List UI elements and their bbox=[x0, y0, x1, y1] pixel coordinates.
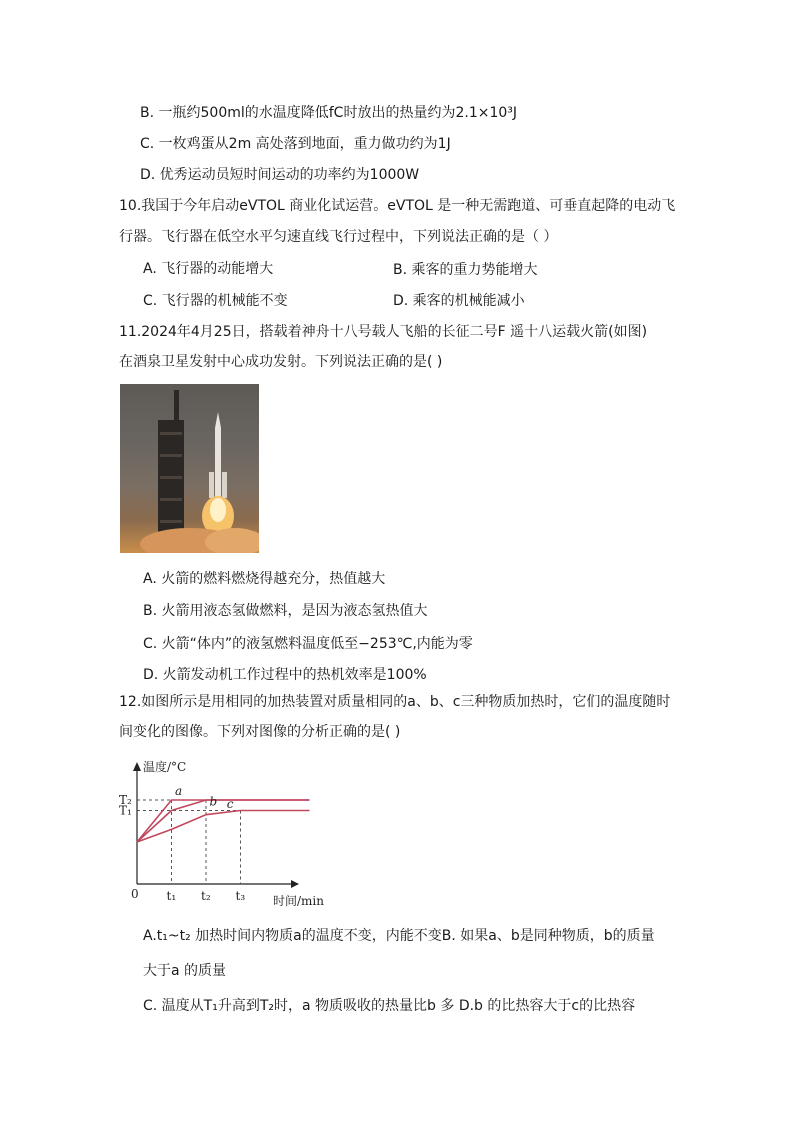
q11-stem-line2: 在酒泉卫星发射中心成功发射。下列说法正确的是( ) bbox=[119, 354, 443, 370]
q9-option-d: D. 优秀运动员短时间运动的功率约为1000W bbox=[140, 167, 420, 183]
q12-option-c-d: C. 温度从T₁升高到T₂时，a 物质吸收的热量比b 多 D.b 的比热容大于c的比热容 bbox=[143, 998, 636, 1014]
y-tick-label: T₁ bbox=[119, 803, 132, 818]
series-label-c: c bbox=[226, 796, 234, 811]
series-label-a: a bbox=[174, 783, 183, 798]
q12-option-a-line2: 大于a 的质量 bbox=[143, 963, 227, 979]
rocket-launch-photo bbox=[120, 384, 259, 553]
q11-option-d: D. 火箭发动机工作过程中的热机效率是100% bbox=[143, 667, 427, 683]
series-label-b: b bbox=[209, 794, 218, 809]
origin-label: 0 bbox=[131, 887, 139, 901]
q10-option-a: A. 飞行器的动能增大 bbox=[143, 261, 274, 277]
q10-option-d: D. 乘客的机械能减小 bbox=[393, 293, 525, 309]
series-line-b bbox=[137, 800, 310, 842]
temperature-time-chart bbox=[115, 755, 345, 910]
q9-option-b: B. 一瓶约500ml的水温度降低fC时放出的热量约为2.1×10³J bbox=[140, 105, 518, 121]
q12-option-a-line1: A.t₁~t₂ 加热时间内物质a的温度不变，内能不变B. 如果a、b是同种物质，b的质量 bbox=[143, 928, 655, 944]
q10-stem-line1: 10.我国于今年启动eVTOL 商业化试运营。eVTOL 是一种无需跑道、可垂直起降的电动飞 bbox=[119, 198, 676, 214]
x-axis-label: 时间/min bbox=[273, 894, 324, 908]
y-axis-arrow bbox=[133, 762, 141, 771]
series-line-c bbox=[137, 811, 310, 843]
q11-option-a: A. 火箭的燃料燃烧得越充分，热值越大 bbox=[143, 571, 386, 587]
y-axis-label: 温度/°C bbox=[143, 760, 187, 774]
x-tick-label: t₂ bbox=[201, 889, 211, 903]
x-tick-label: t₃ bbox=[235, 889, 246, 903]
q12-stem-line2: 间变化的图像。下列对图像的分析正确的是( ) bbox=[119, 724, 401, 740]
series-line-a bbox=[137, 800, 310, 842]
q12-stem-line1: 12.如图所示是用相同的加热装置对质量相同的a、b、c三种物质加热时，它们的温度随时 bbox=[119, 694, 671, 710]
q11-option-b: B. 火箭用液态氢做燃料，是因为液态氢热值大 bbox=[143, 603, 428, 619]
q11-option-c: C. 火箭“体内”的液氢燃料温度低至−253℃,内能为零 bbox=[143, 636, 473, 652]
q10-option-c: C. 飞行器的机械能不变 bbox=[143, 293, 288, 309]
q9-option-c: C. 一枚鸡蛋从2m 高处落到地面，重力做功约为1J bbox=[140, 136, 451, 152]
q10-stem-line2: 行器。飞行器在低空水平匀速直线飞行过程中，下列说法正确的是（ ） bbox=[119, 229, 558, 245]
x-axis-arrow bbox=[291, 880, 299, 888]
q10-option-b: B. 乘客的重力势能增大 bbox=[393, 262, 538, 278]
q11-stem-line1: 11.2024年4月25日，搭载着神舟十八号载人飞船的长征二号F 遥十八运载火箭(如图) bbox=[119, 324, 648, 340]
y-tick-label: T₂ bbox=[119, 793, 132, 807]
x-tick-label: t₁ bbox=[166, 889, 177, 903]
